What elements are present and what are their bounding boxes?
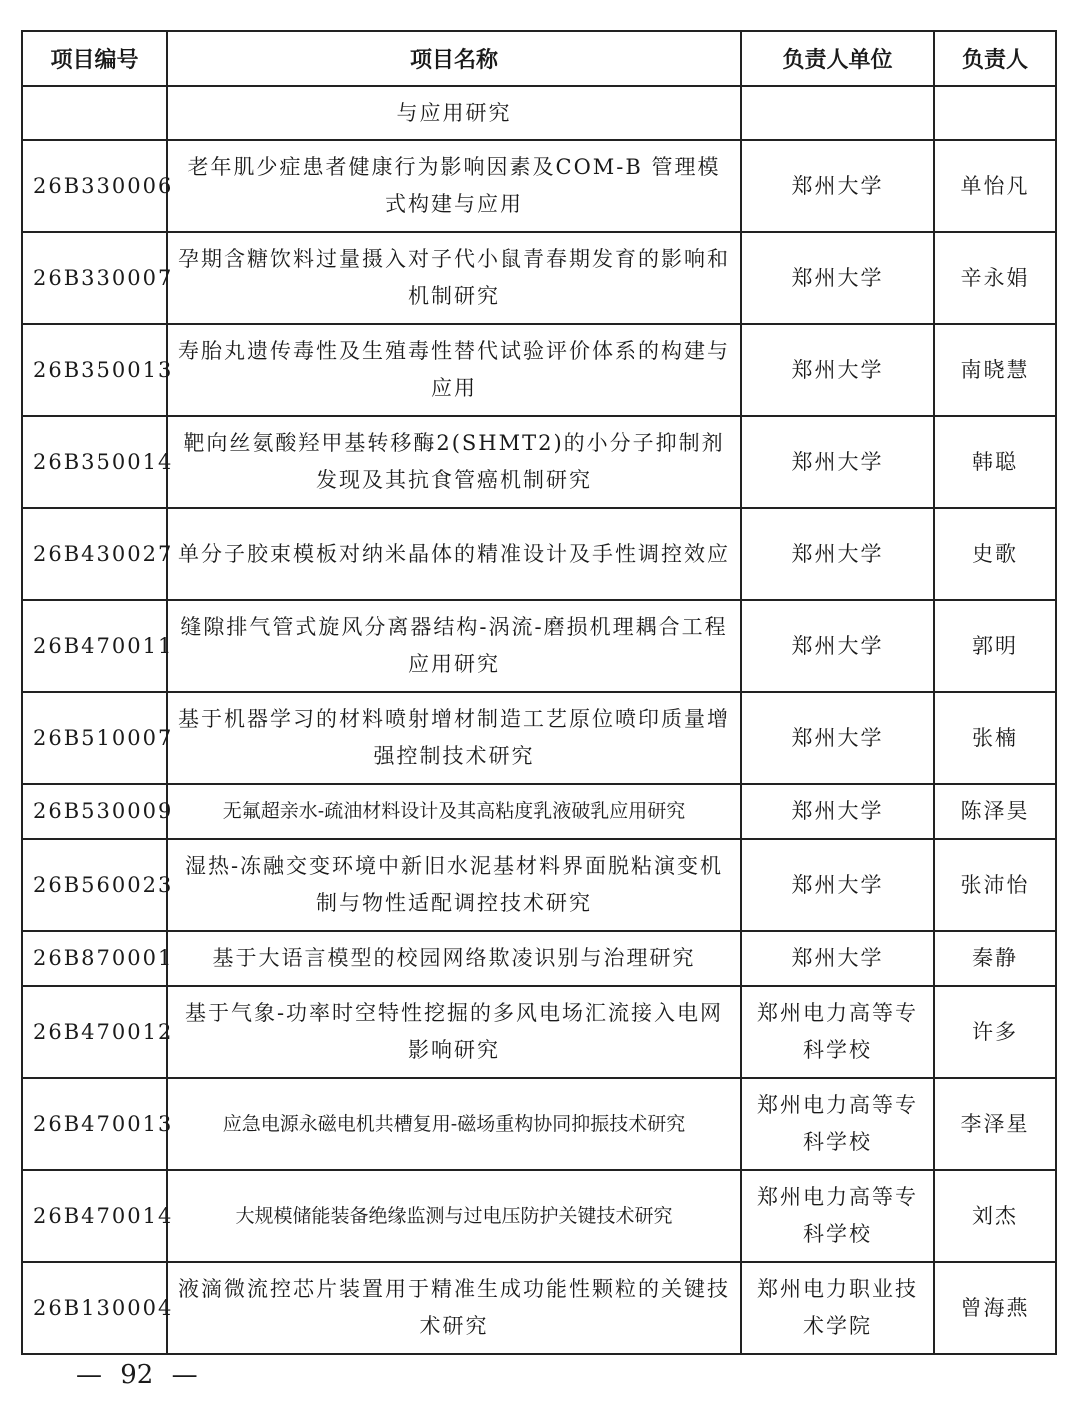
footer-dash-left: — xyxy=(76,1360,102,1390)
table-row xyxy=(22,232,1056,324)
table-row xyxy=(22,508,1056,600)
table-row xyxy=(22,839,1056,931)
table-row xyxy=(22,416,1056,508)
table-row xyxy=(22,692,1056,784)
header-code: 项目编号 xyxy=(22,31,167,86)
cell-person: 单怡凡 xyxy=(934,140,1056,232)
table-row xyxy=(22,1078,1056,1170)
table-row xyxy=(22,324,1056,416)
cell-code: 26B330006 xyxy=(22,140,167,232)
cell-person: 郭明 xyxy=(934,600,1056,692)
cell-name: 基于大语言模型的校园网络欺凌识别与治理研究 xyxy=(167,931,741,986)
cell-name: 靶向丝氨酸羟甲基转移酶2(SHMT2)的小分子抑制剂发现及其抗食管癌机制研究 xyxy=(167,416,741,508)
cell-unit: 郑州电力高等专科学校 xyxy=(741,1170,934,1262)
cell-code xyxy=(22,86,167,140)
cell-code: 26B470013 xyxy=(22,1078,167,1170)
cell-unit: 郑州大学 xyxy=(741,416,934,508)
cell-name: 单分子胶束模板对纳米晶体的精准设计及手性调控效应 xyxy=(167,508,741,600)
cell-person: 张楠 xyxy=(934,692,1056,784)
cell-unit: 郑州大学 xyxy=(741,692,934,784)
cell-name: 应急电源永磁电机共槽复用-磁场重构协同抑振技术研究 xyxy=(167,1078,741,1170)
table-row xyxy=(22,1170,1056,1262)
cell-unit: 郑州电力高等专科学校 xyxy=(741,986,934,1078)
cell-name: 孕期含糖饮料过量摄入对子代小鼠青春期发育的影响和机制研究 xyxy=(167,232,741,324)
cell-code: 26B470011 xyxy=(22,600,167,692)
cell-unit: 郑州大学 xyxy=(741,931,934,986)
page-number: 92 xyxy=(120,1360,154,1390)
cell-person: 曾海燕 xyxy=(934,1262,1056,1354)
cell-code: 26B430027 xyxy=(22,508,167,600)
cell-unit: 郑州大学 xyxy=(741,324,934,416)
cell-code: 26B470014 xyxy=(22,1170,167,1262)
cell-unit: 郑州大学 xyxy=(741,508,934,600)
cell-name: 基于机器学习的材料喷射增材制造工艺原位喷印质量增强控制技术研究 xyxy=(167,692,741,784)
cell-name: 基于气象-功率时空特性挖掘的多风电场汇流接入电网影响研究 xyxy=(167,986,741,1078)
cell-name: 老年肌少症患者健康行为影响因素及COM-B 管理模式构建与应用 xyxy=(167,140,741,232)
cell-unit: 郑州大学 xyxy=(741,784,934,839)
table-row-continuation xyxy=(22,86,1056,140)
cell-unit: 郑州大学 xyxy=(741,232,934,324)
cell-unit xyxy=(741,86,934,140)
cell-unit: 郑州电力职业技术学院 xyxy=(741,1262,934,1354)
cell-name: 寿胎丸遗传毒性及生殖毒性替代试验评价体系的构建与应用 xyxy=(167,324,741,416)
cell-person: 秦静 xyxy=(934,931,1056,986)
cell-person: 辛永娟 xyxy=(934,232,1056,324)
cell-name: 缝隙排气管式旋风分离器结构-涡流-磨损机理耦合工程应用研究 xyxy=(167,600,741,692)
cell-person xyxy=(934,86,1056,140)
cell-name: 无氟超亲水-疏油材料设计及其高粘度乳液破乳应用研究 xyxy=(167,784,741,839)
cell-person: 许多 xyxy=(934,986,1056,1078)
table-header-row xyxy=(22,31,1056,86)
cell-code: 26B870001 xyxy=(22,931,167,986)
cell-name: 湿热-冻融交变环境中新旧水泥基材料界面脱粘演变机制与物性适配调控技术研究 xyxy=(167,839,741,931)
cell-unit: 郑州大学 xyxy=(741,839,934,931)
cell-person: 韩聪 xyxy=(934,416,1056,508)
project-table xyxy=(21,30,1057,1355)
cell-person: 李泽星 xyxy=(934,1078,1056,1170)
header-unit: 负责人单位 xyxy=(741,31,934,86)
header-person: 负责人 xyxy=(934,31,1056,86)
cell-person: 刘杰 xyxy=(934,1170,1056,1262)
cell-code: 26B560023 xyxy=(22,839,167,931)
header-name: 项目名称 xyxy=(167,31,741,86)
cell-name: 液滴微流控芯片装置用于精准生成功能性颗粒的关键技术研究 xyxy=(167,1262,741,1354)
cell-unit: 郑州电力高等专科学校 xyxy=(741,1078,934,1170)
cell-person: 张沛怡 xyxy=(934,839,1056,931)
table-row xyxy=(22,986,1056,1078)
table-row xyxy=(22,140,1056,232)
cell-code: 26B470012 xyxy=(22,986,167,1078)
cell-person: 史歌 xyxy=(934,508,1056,600)
cell-code: 26B510007 xyxy=(22,692,167,784)
cell-code: 26B330007 xyxy=(22,232,167,324)
cell-code: 26B350013 xyxy=(22,324,167,416)
cell-code: 26B130004 xyxy=(22,1262,167,1354)
cell-person: 陈泽昊 xyxy=(934,784,1056,839)
table-row xyxy=(22,1262,1056,1354)
cell-person: 南晓慧 xyxy=(934,324,1056,416)
table-row xyxy=(22,931,1056,986)
cell-code: 26B350014 xyxy=(22,416,167,508)
cell-unit: 郑州大学 xyxy=(741,140,934,232)
table-row xyxy=(22,784,1056,839)
cell-unit: 郑州大学 xyxy=(741,600,934,692)
cell-name: 大规模储能装备绝缘监测与过电压防护关键技术研究 xyxy=(167,1170,741,1262)
cell-name-continuation: 与应用研究 xyxy=(167,86,741,140)
cell-code: 26B530009 xyxy=(22,784,167,839)
table-row xyxy=(22,600,1056,692)
page-footer xyxy=(76,1360,198,1390)
footer-dash-right: — xyxy=(171,1360,198,1390)
